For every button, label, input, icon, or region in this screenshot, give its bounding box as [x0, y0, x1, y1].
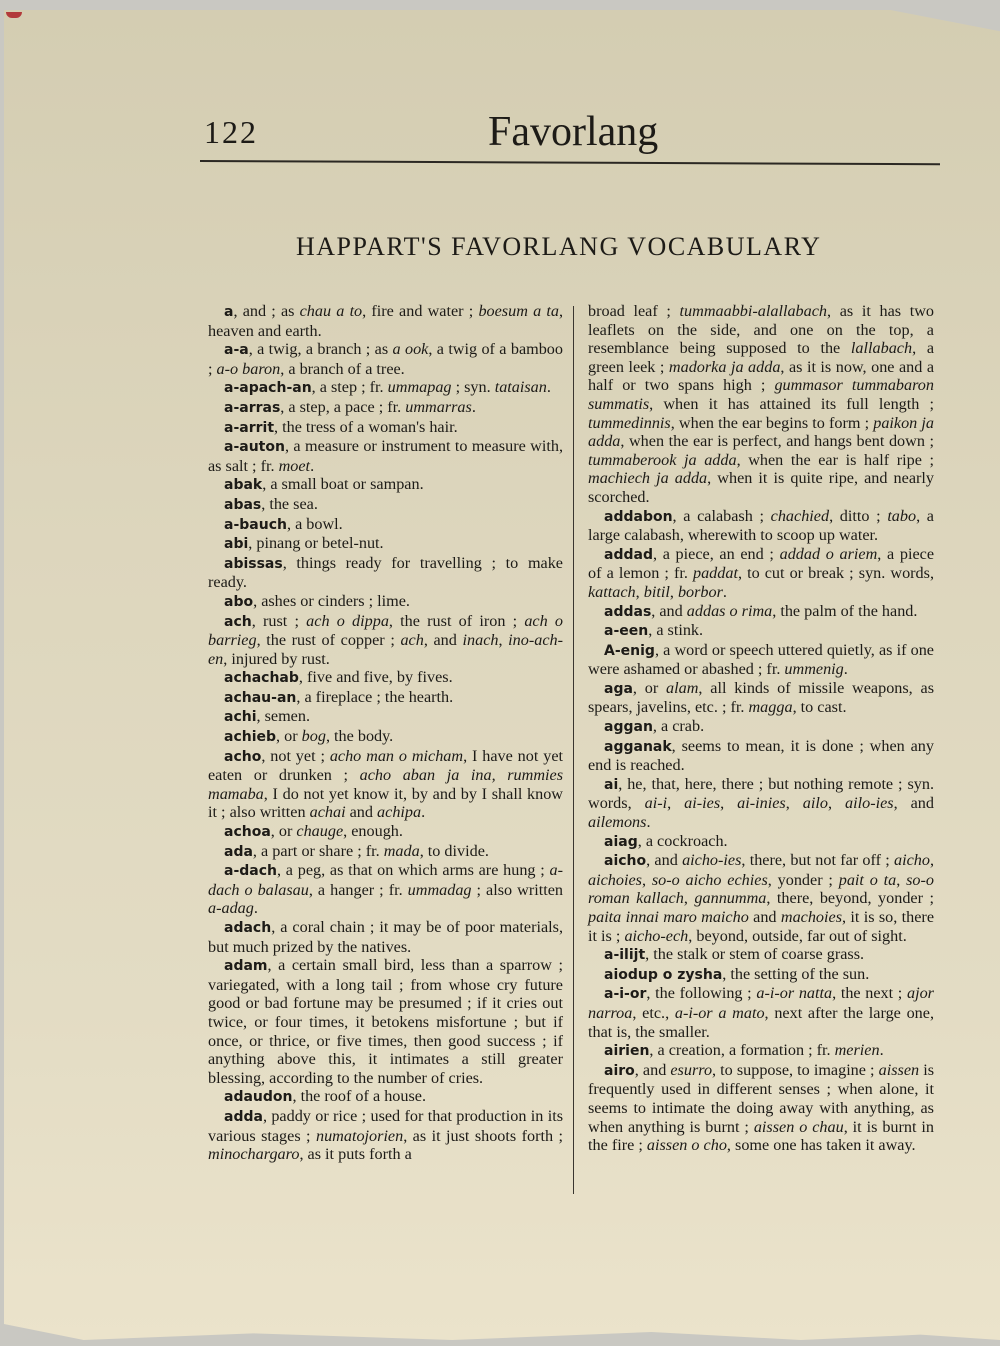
definition-text: , as it has two leaflets on the side, and one on the top, a resemblance being supposed to the — [588, 302, 934, 358]
headword: ai — [604, 776, 619, 793]
headword: adda — [224, 1108, 263, 1125]
definition-text: . — [310, 456, 315, 475]
headword: a-i-or — [604, 986, 647, 1003]
definition-text: , pinang or betel-nut. — [248, 534, 384, 553]
definition-text: , it is burnt in the fire ; — [588, 1117, 935, 1155]
definition-text: , and — [646, 851, 683, 870]
dictionary-entry — [588, 945, 934, 965]
italic-term: gummasor tummabaron summatis — [588, 376, 934, 413]
definition-text: , beyond, outside, far out of sight. — [688, 926, 907, 945]
italic-term: aichoies — [588, 870, 642, 889]
headword: a-bauch — [224, 516, 287, 533]
definition-text: , to cast. — [792, 698, 847, 717]
definition-text: , five and five, by fives. — [298, 668, 453, 687]
italic-term: alam — [666, 678, 699, 697]
definition-text: , when the ear begins to form ; — [670, 413, 874, 432]
section-title: HAPPART'S FAVORLANG VOCABULARY — [296, 232, 822, 261]
headword: aga — [604, 680, 633, 697]
dictionary-entry — [588, 1061, 934, 1155]
definition-text: . — [879, 1041, 884, 1060]
italic-term: so-o aicho echies — [651, 870, 768, 889]
definition-text: , not yet ; — [261, 746, 330, 765]
definition-text: , when the ear is half ripe ; — [736, 450, 934, 469]
definition-text: , etc., — [632, 1003, 675, 1022]
dictionary-entry — [208, 378, 563, 398]
definition-text: , yonder ; — [767, 870, 839, 889]
italic-term: aicho-ech — [624, 926, 689, 945]
headword: addas — [604, 603, 652, 620]
definition-text: , the setting of the sun. — [722, 964, 870, 983]
dictionary-entry — [588, 832, 934, 852]
definition-text: , a measure or instrument to measure with, as salt ; fr. — [208, 437, 563, 475]
italic-term: ummarras — [405, 397, 472, 416]
dictionary-entry — [208, 747, 563, 822]
italic-term: acho aban ja ina, rummies mamaba — [208, 766, 563, 803]
definition-text: , a coral chain ; it may be of poor materials, but much prized by the natives. — [208, 918, 563, 956]
definition-text: , the palm of the hand. — [772, 601, 918, 620]
italic-term: paikon ja adda — [588, 413, 934, 451]
italic-term: ach o dippa — [306, 611, 389, 630]
dictionary-entry — [588, 679, 934, 717]
italic-term: achipa — [377, 803, 422, 822]
definition-text: , a piece of a lemon ; fr. — [588, 544, 935, 583]
definition-text: , when it is quite ripe, and nearly scorched. — [588, 469, 934, 506]
definition-text: , there, beyond, yonder ; — [766, 889, 935, 908]
definition-text: , — [896, 870, 907, 889]
running-title: Favorlang — [488, 109, 659, 155]
headword: agganak — [604, 738, 672, 755]
italic-term: tummaberook ja adda — [588, 450, 737, 469]
headword: A-enig — [604, 642, 655, 659]
dictionary-entry — [208, 956, 563, 1087]
italic-term: esurro — [670, 1060, 713, 1079]
definition-text: , the tress of a woman's hair. — [274, 417, 458, 436]
dictionary-entry — [208, 534, 563, 554]
definition-text: , when it has attained its full length ; — [649, 394, 934, 413]
definition-text: , I do not yet know it, by and by I shall know it ; also written — [208, 784, 563, 822]
headword: ada — [224, 843, 253, 860]
italic-term: chachied — [770, 506, 830, 525]
definition-text: , — [683, 889, 695, 908]
headword: addabon — [604, 508, 673, 525]
italic-term: madorka ja adda — [668, 357, 781, 376]
headword: a — [224, 304, 234, 320]
dictionary-entry — [208, 475, 563, 495]
dictionary-entry — [208, 495, 563, 515]
page-number: 122 — [204, 114, 258, 150]
definition-text: ; also written — [471, 880, 563, 899]
headword: adach — [224, 920, 272, 936]
definition-text: , or — [270, 822, 297, 841]
dictionary-entry — [208, 612, 563, 669]
definition-text: , — [635, 582, 644, 601]
left-column — [208, 302, 563, 1164]
definition-text: , and — [893, 794, 934, 813]
italic-term: bog — [301, 727, 326, 746]
italic-term: bitil — [643, 582, 670, 601]
definition-text: , fire and water ; — [362, 302, 479, 320]
dictionary-entry — [588, 851, 934, 945]
italic-term: numatojorien — [315, 1126, 404, 1145]
definition-text: , some one has taken it away. — [726, 1136, 916, 1155]
dictionary-entry — [208, 918, 563, 956]
dictionary-entry — [208, 340, 563, 378]
italic-term: ai-i — [644, 794, 668, 813]
italic-term: paita innai maro maicho — [588, 908, 749, 926]
dictionary-entry — [208, 592, 563, 612]
definition-text: , a bowl. — [286, 514, 343, 533]
definition-text: . — [546, 378, 551, 397]
dictionary-entry — [208, 668, 563, 688]
dictionary-entry — [208, 437, 563, 475]
definition-text: , to suppose, to imagine ; — [712, 1060, 879, 1079]
dictionary-entry — [588, 775, 934, 832]
dictionary-entry — [588, 507, 934, 545]
headword: abak — [224, 477, 263, 494]
definition-text: , as it puts forth a — [299, 1145, 412, 1164]
headword: a-arras — [224, 399, 281, 416]
definition-text: , the next ; — [832, 984, 907, 1003]
definition-text: , — [827, 794, 846, 813]
headword: ach — [224, 613, 252, 630]
headword: addad — [604, 546, 653, 563]
definition-text: , and — [634, 1060, 671, 1079]
definition-text: , ashes or cinders ; lime. — [253, 591, 410, 610]
italic-term: tabo — [887, 506, 917, 525]
headword: achoa — [224, 824, 271, 841]
headword: a-arrit — [224, 419, 275, 436]
definition-text: , a branch of a tree. — [280, 359, 405, 378]
definition-text: , — [669, 582, 678, 601]
headword: aiag — [604, 833, 638, 850]
italic-term: ach — [400, 631, 424, 650]
dictionary-entry — [208, 842, 563, 862]
headword: abas — [224, 496, 262, 513]
definition-text: , a step, a pace ; fr. — [280, 397, 406, 416]
dictionary-entry — [208, 554, 563, 592]
italic-term: ajor narroa — [588, 984, 934, 1022]
italic-term: ai-inies — [737, 794, 786, 813]
definition-text: , things ready for travelling ; to make ready. — [208, 553, 563, 592]
italic-term: lallabach — [850, 339, 913, 358]
definition-text: , the following ; — [646, 984, 757, 1003]
italic-term: mada — [383, 841, 420, 860]
definition-text: , a stink. — [648, 621, 704, 640]
definition-text: . — [646, 813, 651, 832]
italic-term: chauge — [296, 822, 344, 841]
italic-term: ino-ach-en — [208, 631, 564, 668]
definition-text: , semen. — [256, 707, 311, 726]
definition-text: , the stalk or stem of coarse grass. — [645, 945, 865, 964]
definition-text: broad leaf ; — [588, 302, 680, 320]
definition-text: and — [748, 908, 781, 926]
headword: a-a — [224, 342, 249, 359]
dictionary-entry — [588, 602, 934, 622]
italic-term: moet — [278, 456, 311, 475]
definition-text: , the roof of a house. — [292, 1087, 427, 1106]
right-column — [588, 302, 934, 1155]
italic-term: inach — [462, 631, 499, 650]
definition-text: , the body. — [325, 727, 394, 746]
definition-text: , a piece, an end ; — [652, 544, 780, 563]
definition-text: . — [843, 660, 848, 679]
headword: a-dach — [224, 863, 277, 880]
definition-text: , I have not yet eaten or drunken ; — [208, 746, 563, 785]
definition-text: is frequently used in different senses ; when alone, it seems to intimate the doing away with anything, as when anything is burnt ; — [588, 1060, 934, 1136]
definition-text: , — [498, 631, 509, 650]
definition-text: , a twig, a branch ; as — [248, 340, 393, 359]
definition-text: , a crab. — [652, 717, 705, 736]
definition-text: , a calabash ; — [672, 506, 771, 525]
italic-term: machiech ja adda — [588, 469, 708, 488]
definition-text: , a step ; fr. — [311, 378, 388, 397]
italic-term: a-adag — [208, 899, 254, 918]
italic-term: tummedinnis — [588, 413, 671, 432]
dictionary-entry — [588, 302, 934, 507]
dictionary-entry — [208, 1087, 563, 1107]
headword: achau-an — [224, 689, 297, 706]
italic-term: a-i-or a mato — [674, 1003, 765, 1022]
definition-text: ; syn. — [451, 378, 495, 397]
definition-text: , as it just shoots forth ; — [403, 1126, 563, 1145]
headword: adam — [224, 958, 268, 975]
definition-text: , or — [632, 678, 667, 697]
definition-text: , as it is now, one and a half or two spans high ; — [588, 357, 935, 395]
definition-text: . — [471, 397, 476, 416]
italic-term: ailo — [802, 794, 828, 813]
italic-term: tummaabbi-alallabach — [679, 302, 828, 320]
dictionary-entry — [208, 398, 563, 418]
definition-text: , — [785, 794, 803, 813]
headword: abissas — [224, 555, 283, 572]
definition-text: and — [345, 803, 378, 822]
definition-text: , rust ; — [251, 611, 307, 630]
definition-text: , a cockroach. — [637, 831, 728, 850]
italic-term: borbor — [677, 582, 723, 601]
dictionary-entry — [208, 861, 563, 918]
italic-term: paddat — [692, 564, 738, 583]
dictionary-entry — [208, 418, 563, 438]
dictionary-entry — [588, 641, 934, 679]
definition-text: , a twig of a bamboo ; — [208, 340, 563, 378]
italic-term: boesum a ta — [478, 302, 559, 320]
italic-term: aissen o chau — [753, 1117, 844, 1136]
headword: a-een — [604, 623, 649, 640]
italic-term: addas o rima — [686, 601, 773, 620]
dictionary-entry — [588, 545, 934, 602]
italic-term: ummapag — [387, 378, 452, 397]
italic-term: aissen o cho — [646, 1136, 727, 1155]
definition-text: , — [667, 794, 685, 813]
headword: a-apach-an — [224, 380, 312, 397]
definition-text: , — [641, 870, 652, 889]
definition-text: , a part or share ; fr. — [252, 841, 384, 860]
italic-term: gannumma — [694, 889, 767, 908]
headword: a-ilijt — [604, 947, 646, 964]
definition-text: , enough. — [343, 822, 403, 841]
dictionary-entry — [588, 965, 934, 985]
headword: achi — [224, 709, 257, 726]
dictionary-entry — [208, 515, 563, 535]
italic-term: ummenig — [784, 660, 844, 679]
definition-text: . — [421, 803, 426, 822]
italic-term: magga — [748, 698, 793, 717]
definition-text: , — [929, 851, 934, 870]
column-divider — [573, 306, 574, 1194]
dictionary-entry — [208, 1107, 563, 1164]
dictionary-entry — [588, 717, 934, 737]
italic-term: machoies — [780, 908, 843, 926]
italic-term: ach o barrieg — [208, 611, 563, 650]
italic-term: a-dach o balasau — [208, 861, 563, 899]
italic-term: acho man o micham — [329, 746, 464, 765]
definition-text: , and ; as — [233, 302, 300, 320]
headword: aicho — [604, 853, 647, 870]
definition-text: . — [253, 899, 258, 918]
definition-text: . — [722, 582, 727, 601]
dictionary-entry — [208, 707, 563, 727]
definition-text: , a creation, a formation ; fr. — [649, 1041, 835, 1060]
definition-text: , seems to mean, it is done ; when any end is reached. — [588, 736, 934, 775]
definition-text: , next after the large one, that is, the smaller. — [588, 1003, 935, 1041]
definition-text: , there, but not far off ; — [741, 851, 894, 870]
dictionary-entry — [208, 302, 563, 340]
headword: airien — [604, 1043, 650, 1060]
definition-text: , or — [276, 727, 302, 746]
italic-term: pait o ta — [838, 870, 897, 889]
italic-term: addad o ariem — [779, 544, 878, 563]
definition-text: , — [720, 794, 738, 813]
dictionary-entry — [588, 1041, 934, 1061]
definition-text: , a certain small bird, less than a sparrow ; variegated, with a long tail ; from whose cry future good or bad fortune may be presumed ; if it cries out twice, or four times, it betokens misfortune ; but if once, or thrice, or five times, then good success ; if anything above this, it intimates a still greater blessing, according to the number of cries. — [208, 956, 563, 1087]
italic-term: ailo-ies — [845, 794, 894, 813]
definition-text: , a green leek ; — [588, 339, 934, 376]
dictionary-entry — [208, 822, 563, 842]
definition-text: , the rust of iron ; — [388, 611, 525, 630]
dictionary-entry — [208, 727, 563, 747]
definition-text: , to cut or break ; syn. words, — [737, 564, 934, 583]
italic-term: kattach — [588, 582, 636, 601]
headword: achachab — [224, 670, 299, 687]
definition-text: , when the ear is perfect, and hangs bent down ; — [620, 432, 934, 451]
headword: airo — [604, 1062, 635, 1079]
definition-text: , he, that, here, there ; but nothing remote ; syn. words, — [588, 774, 934, 813]
italic-term: minochargaro — [208, 1145, 300, 1164]
definition-text: , a peg, as that on which arms are hung ; — [277, 861, 550, 880]
definition-text: , a hanger ; fr. — [308, 880, 408, 899]
definition-text: , and — [423, 631, 463, 650]
headword: achieb — [224, 729, 277, 746]
italic-term: tataisan — [494, 378, 547, 397]
definition-text: , injured by rust. — [223, 649, 330, 668]
headword: a-auton — [224, 439, 285, 456]
dictionary-entry — [588, 737, 934, 775]
definition-text: , to divide. — [419, 841, 489, 860]
headword: abi — [224, 536, 249, 553]
italic-term: aicho — [893, 851, 930, 870]
italic-term: a-o baron — [216, 359, 281, 378]
definition-text: , a word or speech uttered quietly, as if one were ashamed or abashed ; fr. — [588, 640, 934, 679]
headword: acho — [224, 748, 262, 765]
italic-term: so-o roman kallach — [588, 870, 935, 908]
definition-text: , it is so, there it is ; — [588, 908, 934, 945]
italic-term: ummadag — [407, 880, 472, 899]
italic-term: chau a to — [299, 302, 363, 320]
italic-term: ailemons — [588, 813, 647, 832]
definition-text: , a small boat or sampan. — [262, 475, 424, 494]
definition-text: , a large calabash, wherewith to scoop up water. — [588, 506, 934, 545]
dictionary-entry — [588, 621, 934, 641]
definition-text: , heaven and earth. — [208, 302, 564, 340]
italic-term: merien — [834, 1041, 880, 1060]
headword: adaudon — [224, 1089, 293, 1106]
definition-text: , a fireplace ; the hearth. — [296, 687, 454, 706]
dictionary-entry — [208, 688, 563, 708]
definition-text: , paddy or rice ; used for that production in its various stages ; — [208, 1106, 563, 1145]
definition-text: , all kinds of missile weapons, as spears, javelins, etc. ; fr. — [588, 678, 935, 717]
italic-term: aissen — [878, 1060, 920, 1079]
italic-term: a-i-or natta — [756, 984, 833, 1003]
italic-term: a ook — [392, 340, 429, 359]
definition-text: , and — [651, 601, 687, 620]
italic-term: ai-ies — [684, 794, 721, 813]
definition-text: , the sea. — [261, 494, 318, 513]
headword: aggan — [604, 719, 653, 736]
italic-term: aicho-ies — [682, 851, 742, 870]
dictionary-entry — [588, 984, 934, 1041]
headword: aiodup o zysha — [604, 966, 723, 983]
headword: abo — [224, 593, 254, 610]
definition-text: , the rust of copper ; — [256, 631, 401, 650]
definition-text: , ditto ; — [829, 506, 888, 525]
italic-term: achai — [309, 803, 346, 822]
